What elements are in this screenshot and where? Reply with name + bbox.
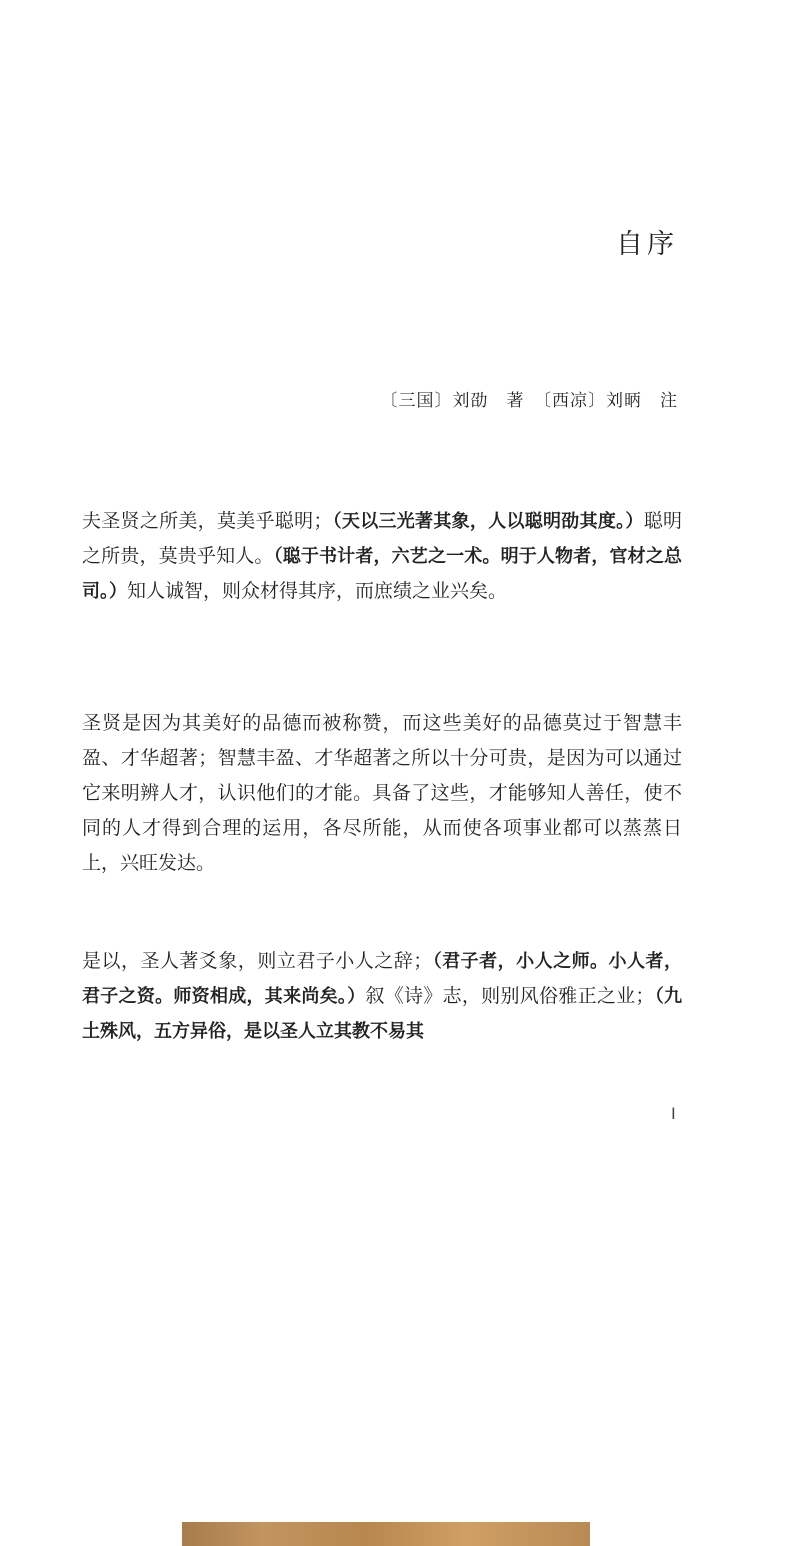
text-segment: 夫圣贤之所美，莫美乎聪明； [82,510,333,532]
text-segment: 圣贤是因为其美好的品德而被称赞，而这些美好的品德莫过于智慧丰盈、才华超著；智慧丰盈、才华超著之所以十分可贵，是因为可以通过它来明辨人才，认识他们的才能。具备了这些，才能够知人善任，使不同的人才得到合理的运用，各尽所能，从而使各项事业都可以蒸蒸日上，兴旺发达。 [82,712,682,874]
annotation-segment: （聪于书计者，六艺之一术。明于人物者，官材之总司。） [82,546,682,602]
annotation-segment: （君子者，小人之师。小人者，君子之资。师资相成，其来尚矣。） [82,951,682,1007]
paragraph-translation-1 [82,706,682,881]
decorative-bottom-band [182,1522,590,1546]
page-number: I [671,1104,676,1123]
paragraph-original-1 [82,504,682,609]
paragraph-original-2 [82,944,682,1049]
annotation-segment: （天以三光著其象，人以聪明劭其度。） [332,511,644,532]
text-segment: 聪明之所贵，莫贵乎知人。 [82,510,682,567]
page-title: 自序 [616,229,678,260]
text-segment: 是以，圣人著爻象，则立君子小人之辞； [82,950,433,972]
text-segment: 知人诚智，则众材得其序，而庶绩之业兴矣。 [127,580,508,602]
text-segment: 叙《诗》志，则别风俗雅正之业； [365,985,655,1007]
author-byline: 〔三国〕刘劭 著 〔西凉〕刘昞 注 [380,391,678,411]
annotation-segment: （九土殊风，五方异俗，是以圣人立其教不易其 [82,986,682,1042]
